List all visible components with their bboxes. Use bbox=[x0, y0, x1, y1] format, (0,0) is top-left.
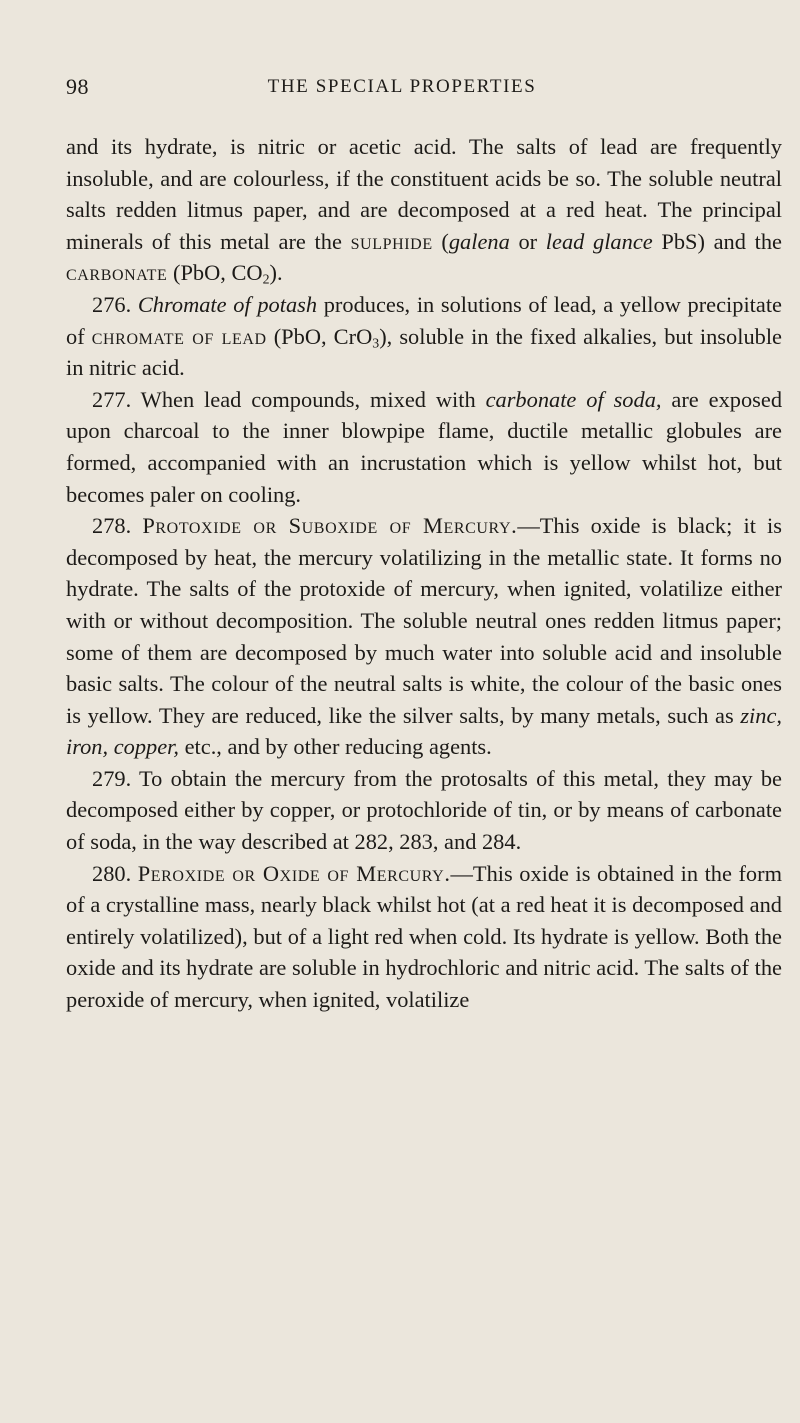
section-heading: Protoxide or Suboxide of Mercury. bbox=[142, 513, 518, 539]
text-run: and its hydrate, is nitric or acetic acid. The salts of lead are frequently insoluble, and are colourless, if the constituent acids be so. The soluble neutral salts redden litmus paper, and are decomposed at a red heat. The principal minerals of this metal are the bbox=[66, 134, 782, 254]
paragraph-277 bbox=[66, 384, 782, 510]
paragraph-number: 278. bbox=[92, 513, 132, 539]
paragraph-number: 279. bbox=[92, 765, 132, 791]
italic-term: copper, bbox=[113, 734, 179, 760]
text-run: ). bbox=[269, 260, 283, 286]
paragraph-280 bbox=[66, 858, 782, 1016]
text-run: etc., and by other reducing agents. bbox=[179, 734, 492, 760]
paragraph-number: 277. bbox=[92, 386, 132, 412]
italic-term: Chromate of potash bbox=[137, 291, 318, 317]
paragraph-continued bbox=[66, 131, 782, 289]
italic-term: zinc, bbox=[740, 702, 782, 728]
text-run: are exposed upon charcoal to the inner blowpipe flame, ductile metallic globules are formed, accompanied with an incrustation which is yellow whilst hot, but becomes paler on cooling. bbox=[66, 386, 783, 507]
paragraph-278 bbox=[66, 510, 782, 763]
italic-term: galena bbox=[448, 228, 510, 254]
small-caps-term: sulphide bbox=[350, 228, 433, 254]
italic-term: carbonate of soda, bbox=[485, 386, 662, 412]
paragraph-number: 276. bbox=[92, 291, 132, 317]
small-caps-term: carbonate bbox=[66, 260, 168, 286]
text-run: (PbO, CO bbox=[167, 260, 263, 286]
text-run: To obtain the mercury from the protosalts of this metal, they may be decomposed either by copper, or protochloride of tin, or by means of carbonate of soda, in the way described at 282, 283, and 284. bbox=[66, 765, 782, 855]
body-text bbox=[66, 131, 782, 1016]
paragraph-279 bbox=[66, 763, 782, 858]
text-run: produces, in solutions of lead, a yellow precipitate of bbox=[66, 291, 782, 349]
text-run: —This oxide is obtained in the form of a crystalline mass, nearly black whilst hot (at a red heat it is decomposed and entirely volatilized), but of a light red when cold. Its hydrate is yellow. Both the oxide and its hydrate are soluble in hydrochloric and nitric acid. The salts of the peroxide of mercury, when ignited, volatilize bbox=[66, 860, 782, 1013]
page-number: 98 bbox=[66, 74, 89, 99]
small-caps-term: chromate of lead bbox=[91, 323, 267, 349]
italic-term: iron, bbox=[66, 734, 109, 760]
subscript: 2 bbox=[262, 272, 270, 288]
italic-term: lead glance bbox=[545, 228, 653, 254]
section-heading: Peroxide or Oxide of Mercury. bbox=[137, 860, 451, 886]
subscript: 3 bbox=[372, 336, 380, 352]
text-run: ( bbox=[432, 228, 449, 254]
running-head: THE SPECIAL PROPERTIES bbox=[267, 76, 537, 97]
text-run: (PbO, CrO bbox=[266, 323, 373, 349]
paragraph-number: 280. bbox=[92, 860, 132, 886]
text-run: —This oxide is black; it is decomposed by heat, the mercury volatilizing in the metallic state. It forms no hydrate. The salts of the protoxide of mercury, when ignited, volatilize either with or without decomposition. The soluble neutral ones redden litmus paper; some of them are decomposed by much water into soluble acid and insoluble basic salts. The colour of the neutral salts is white, the colour of the basic ones is yellow. They are reduced, like the silver salts, by many metals, such as bbox=[66, 513, 782, 728]
text-run: or bbox=[509, 228, 546, 254]
paragraph-276 bbox=[66, 289, 782, 384]
text-run: PbS) and the bbox=[652, 228, 782, 254]
text-run: ), soluble in the fixed alkalies, but insoluble in nitric acid. bbox=[66, 323, 782, 381]
text-run: When lead compounds, mixed with bbox=[131, 386, 486, 412]
page-header bbox=[66, 74, 738, 104]
